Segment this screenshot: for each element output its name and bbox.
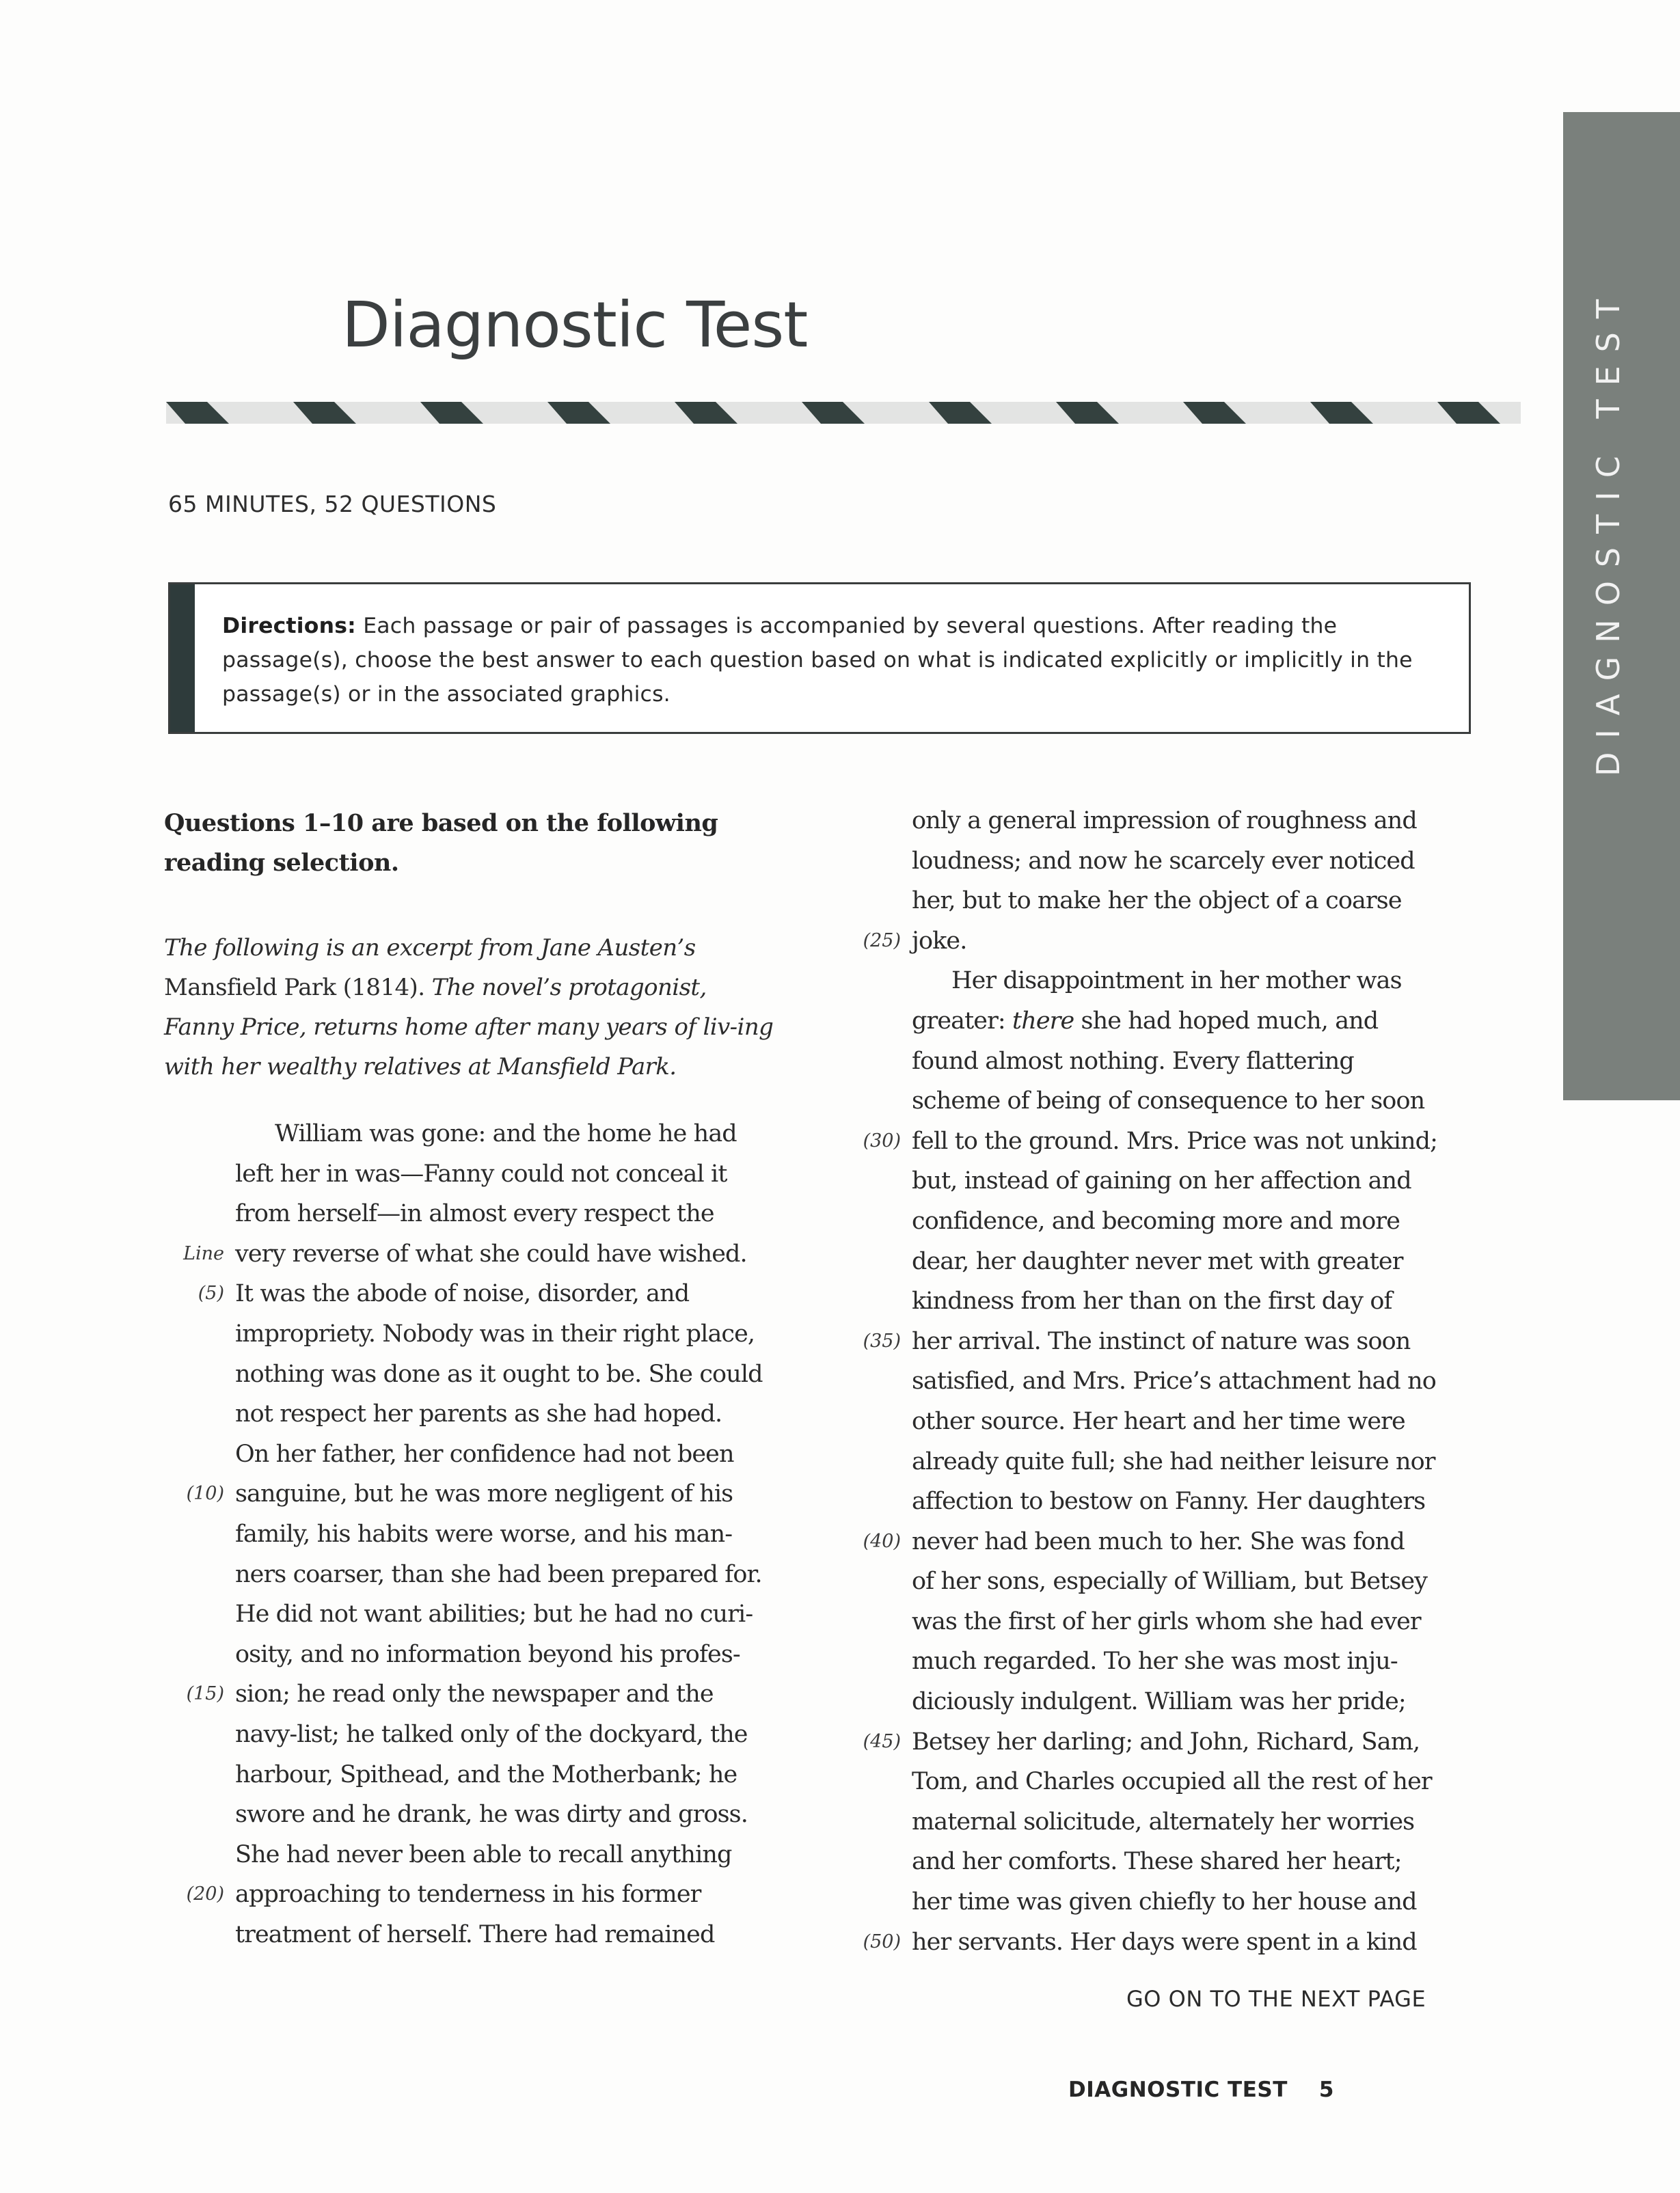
passage-line bbox=[159, 1354, 815, 1395]
passage-line bbox=[835, 1322, 1491, 1362]
line-text: from herself—in almost every respect the bbox=[235, 1200, 714, 1228]
passage-line bbox=[835, 1842, 1491, 1882]
line-number-marker: (20) bbox=[186, 1883, 224, 1905]
line-text: Tom, and Charles occupied all the rest of her bbox=[912, 1768, 1432, 1796]
passage-line bbox=[835, 1642, 1491, 1682]
passage-line bbox=[835, 1682, 1491, 1722]
passage-line bbox=[835, 1001, 1491, 1041]
passage-line bbox=[835, 1442, 1491, 1482]
line-text: diciously indulgent. William was her pride; bbox=[912, 1688, 1406, 1716]
passage-line bbox=[835, 1922, 1491, 1963]
line-text: swore and he drank, he was dirty and gross. bbox=[235, 1801, 748, 1829]
line-text: fell to the ground. Mrs. Price was not unkind; bbox=[912, 1127, 1438, 1155]
directions-body: Each passage or pair of passages is accompanied by several questions. After reading the passage(s), choose the best answer to each question based on what is indicated explicitly or implicitly in the passage(s) or in the associated graphics. bbox=[222, 614, 1413, 707]
passage-line bbox=[159, 1674, 815, 1715]
passage-line bbox=[835, 1121, 1491, 1162]
passage-line bbox=[835, 1281, 1491, 1322]
passage-line bbox=[835, 1361, 1491, 1402]
line-number-marker: (15) bbox=[186, 1683, 224, 1705]
stripe-pattern-icon bbox=[166, 402, 1521, 424]
passage-line bbox=[835, 1602, 1491, 1642]
passage-line bbox=[835, 1161, 1491, 1201]
line-text: William was gone: and the home he had bbox=[275, 1120, 737, 1147]
line-text: approaching to tenderness in his former bbox=[235, 1881, 701, 1909]
line-text: very reverse of what she could have wished. bbox=[235, 1240, 747, 1268]
passage-line bbox=[159, 1194, 815, 1234]
question-range-heading: Questions 1–10 are based on the following reading selection. bbox=[164, 809, 718, 877]
line-text: of her sons, especially of William, but Betsey bbox=[912, 1568, 1428, 1596]
line-number-marker: (35) bbox=[863, 1330, 901, 1352]
passage-line bbox=[159, 1755, 815, 1795]
passage-right-column bbox=[835, 801, 1491, 1962]
passage-line bbox=[159, 1234, 815, 1275]
passage-line bbox=[159, 1555, 815, 1595]
passage-line bbox=[835, 1041, 1491, 1082]
passage-line bbox=[159, 1915, 815, 1955]
passage-line bbox=[835, 801, 1491, 841]
passage-line bbox=[835, 1802, 1491, 1842]
line-number-marker: Line bbox=[183, 1242, 224, 1264]
line-text: her time was given chiefly to her house and bbox=[912, 1888, 1417, 1916]
footer-section-title: DIAGNOSTIC TEST bbox=[1068, 2078, 1288, 2102]
passage-line bbox=[835, 1522, 1491, 1562]
line-number-marker: (10) bbox=[186, 1483, 224, 1505]
passage-line bbox=[835, 1201, 1491, 1242]
passage-line bbox=[835, 1081, 1491, 1121]
passage-line bbox=[159, 1274, 815, 1314]
line-text: It was the abode of noise, disorder, and bbox=[235, 1280, 690, 1308]
side-tab-label: DIAGNOSTIC TEST bbox=[1589, 286, 1627, 776]
line-text: maternal solicitude, alternately her worries bbox=[912, 1808, 1415, 1836]
passage-line bbox=[835, 1722, 1491, 1762]
line-number-marker: (5) bbox=[198, 1283, 224, 1305]
passage-line bbox=[159, 1314, 815, 1354]
line-text: sanguine, but he was more negligent of his bbox=[235, 1480, 733, 1508]
passage-line bbox=[159, 1835, 815, 1875]
line-text: but, instead of gaining on her affection and bbox=[912, 1167, 1411, 1195]
line-text-pre: greater: bbox=[912, 1007, 1013, 1035]
passage-line bbox=[835, 1882, 1491, 1922]
passage-line bbox=[159, 1875, 815, 1915]
line-text: confidence, and becoming more and more bbox=[912, 1207, 1400, 1235]
directions-box bbox=[168, 582, 1471, 734]
passage-line bbox=[835, 841, 1491, 882]
line-text: affection to bestow on Fanny. Her daughters bbox=[912, 1488, 1426, 1516]
source-note-part1: The following is an excerpt from Jane Austen’s bbox=[164, 934, 696, 962]
line-text: treatment of herself. There had remained bbox=[235, 1920, 715, 1948]
passage-line bbox=[835, 1762, 1491, 1802]
passage-line bbox=[159, 1795, 815, 1835]
page-title: Diagnostic Test bbox=[342, 288, 808, 362]
line-text: only a general impression of roughness and bbox=[912, 807, 1417, 834]
test-duration-questions: 65 MINUTES, 52 QUESTIONS bbox=[168, 491, 497, 517]
line-text: joke. bbox=[912, 927, 967, 955]
directions-accent-bar bbox=[170, 584, 195, 732]
source-note-part2: The novel’s protagonist, Fanny Price, returns home after many years of liv-ing with her wealthy relatives at Mansfield Park. bbox=[164, 974, 774, 1080]
line-text: her, but to make her the object of a coarse bbox=[912, 887, 1402, 915]
line-text: She had never been able to recall anything bbox=[235, 1840, 732, 1868]
line-text: nothing was done as it ought to be. She could bbox=[235, 1360, 763, 1388]
line-text: harbour, Spithead, and the Motherbank; he bbox=[235, 1760, 737, 1788]
passage-line bbox=[159, 1154, 815, 1195]
line-text: scheme of being of consequence to her soon bbox=[912, 1087, 1425, 1115]
line-number-marker: (40) bbox=[863, 1530, 901, 1552]
line-text: and her comforts. These shared her heart; bbox=[912, 1848, 1402, 1876]
page-footer bbox=[1068, 2078, 1334, 2102]
line-text: was the first of her girls whom she had ever bbox=[912, 1607, 1421, 1635]
line-text: dear, her daughter never met with greater bbox=[912, 1247, 1403, 1275]
line-text: Her disappointment in her mother was bbox=[951, 967, 1402, 995]
line-text: osity, and no information beyond his profes- bbox=[235, 1640, 740, 1668]
line-text: not respect her parents as she had hoped. bbox=[235, 1400, 722, 1428]
line-text: loudness; and now he scarcely ever noticed bbox=[912, 847, 1415, 875]
passage-line bbox=[835, 1242, 1491, 1282]
line-text: navy-list; he talked only of the dockyard, the bbox=[235, 1720, 748, 1748]
line-number-marker: (25) bbox=[863, 929, 901, 951]
line-text: her servants. Her days were spent in a kind bbox=[912, 1928, 1417, 1956]
passage-source-note bbox=[164, 928, 779, 1087]
line-text: satisfied, and Mrs. Price’s attachment had no bbox=[912, 1367, 1436, 1395]
source-book-title: Mansfield Park (1814). bbox=[164, 974, 425, 1001]
line-text: impropriety. Nobody was in their right place, bbox=[235, 1320, 755, 1348]
line-number-marker: (50) bbox=[863, 1931, 901, 1952]
passage-line bbox=[159, 1514, 815, 1555]
line-text: On her father, her confidence had not been bbox=[235, 1440, 734, 1468]
passage-line bbox=[835, 921, 1491, 962]
line-text: found almost nothing. Every flattering bbox=[912, 1047, 1354, 1075]
passage-line bbox=[159, 1635, 815, 1675]
line-text: her arrival. The instinct of nature was soon bbox=[912, 1327, 1411, 1355]
passage-line bbox=[835, 881, 1491, 921]
passage-line bbox=[159, 1715, 815, 1755]
line-text bbox=[912, 1001, 1378, 1041]
line-text: never had been much to her. She was fond bbox=[912, 1527, 1405, 1555]
passage-line bbox=[835, 1562, 1491, 1602]
line-text: family, his habits were worse, and his man- bbox=[235, 1520, 733, 1548]
passage-left-column bbox=[159, 1114, 815, 1954]
passage-line bbox=[159, 1114, 815, 1154]
page-number: 5 bbox=[1318, 2078, 1334, 2102]
passage-line bbox=[159, 1434, 815, 1475]
directions-label: Directions: bbox=[222, 614, 356, 638]
line-text: left her in was—Fanny could not conceal it bbox=[235, 1160, 727, 1188]
passage-line bbox=[835, 1402, 1491, 1442]
passage-line bbox=[835, 1482, 1491, 1522]
line-text: ners coarser, than she had been prepared for. bbox=[235, 1560, 762, 1588]
side-section-tab bbox=[1563, 112, 1680, 1100]
line-number-marker: (30) bbox=[863, 1130, 901, 1152]
line-text: He did not want abilities; but he had no curi- bbox=[235, 1601, 753, 1629]
go-on-next-page-label: GO ON TO THE NEXT PAGE bbox=[1126, 1986, 1426, 2012]
line-text: already quite full; she had neither leisure nor bbox=[912, 1447, 1435, 1475]
line-text: Betsey her darling; and John, Richard, Sam, bbox=[912, 1728, 1420, 1756]
directions-text bbox=[222, 609, 1421, 711]
passage-line bbox=[835, 961, 1491, 1001]
line-number-marker: (45) bbox=[863, 1730, 901, 1752]
line-text: other source. Her heart and her time were bbox=[912, 1407, 1405, 1435]
line-text-post: she had hoped much, and bbox=[1074, 1007, 1379, 1035]
line-text: kindness from her than on the first day of bbox=[912, 1288, 1392, 1316]
decorative-stripe-bar bbox=[166, 402, 1521, 424]
passage-line bbox=[159, 1474, 815, 1514]
line-text: sion; he read only the newspaper and the bbox=[235, 1680, 714, 1708]
line-text: much regarded. To her she was most inju- bbox=[912, 1648, 1398, 1676]
passage-line bbox=[159, 1394, 815, 1434]
line-text-emphasis: there bbox=[1012, 1007, 1074, 1035]
passage-line bbox=[159, 1594, 815, 1635]
